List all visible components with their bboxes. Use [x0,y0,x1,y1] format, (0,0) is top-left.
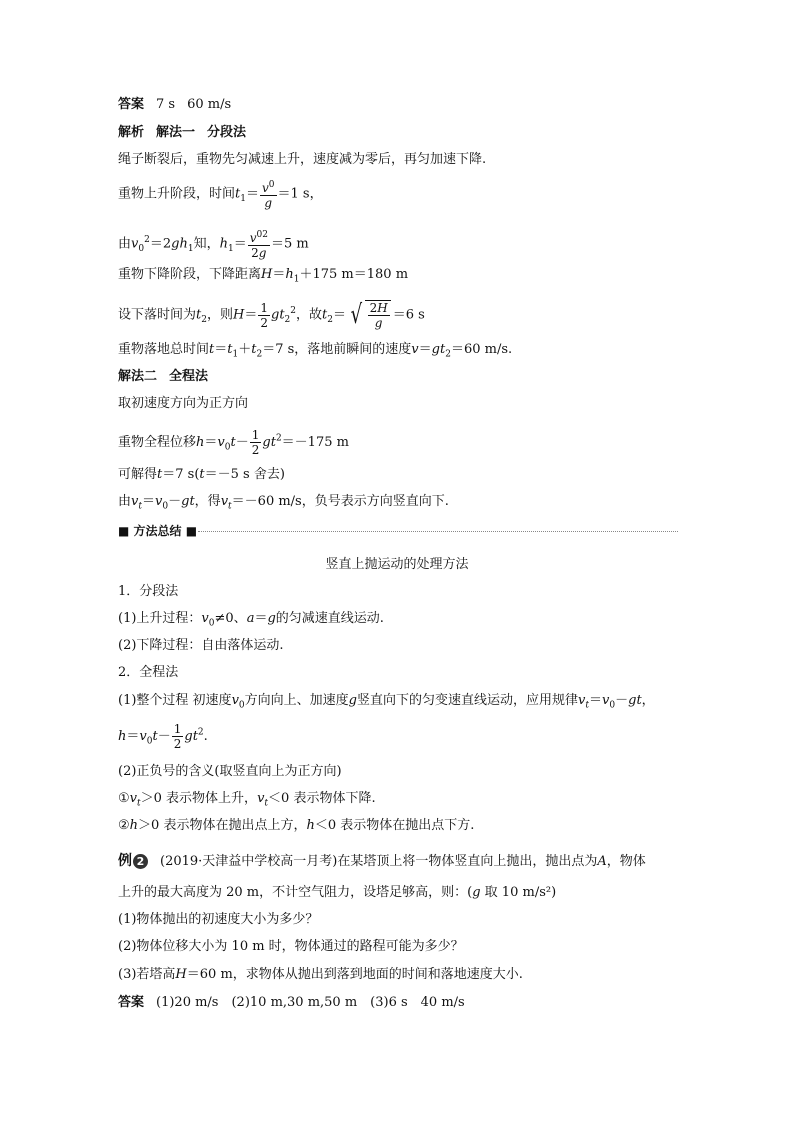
analysis-line-2: 重物上升阶段，时间$t_1=$ $\frac{v^0}{g}$ ＝1 s， [118,180,323,210]
summary-heading-1: 1．分段法 [118,584,179,599]
analysis-line-11: 由$v_t=v_0-gt$，得$v_t=-60$ m/s，负号表示方向竖直向下. [118,494,449,512]
answer-line [118,96,231,114]
divider [198,531,678,532]
summary-heading-2: 2．全程法 [118,665,179,680]
method1-name: 分段法 [207,125,247,140]
example-line-2: 上升的最大高度为 20 m，不计空气阻力，设塔足够高，则：(g 取 10 m/s²) [118,885,557,900]
square-root: √ $\frac{2H}{g}$ [348,300,391,330]
method1-label: 解法一 [156,125,196,140]
example-line-1: 例 2 (2019·天津益中学校高一月考)在某塔顶上将一物体竖直向上抛出，抛出点为A，物体 [118,853,646,869]
fraction: $\frac{1}{2}$ [173,722,182,751]
example-answer [118,994,465,1012]
summary-title: 竖直上抛运动的处理方法 [325,557,469,572]
analysis-line-3: 由$v_0^2=2gh_1$知，$h_1=$ $\frac{v^{02}}{2g}$ ＝5 m [118,230,309,260]
example-answer-label: 答案 [118,995,145,1010]
fraction: $\frac{v^{02}}{2g}$ [249,230,268,260]
method2-label: 解法二 [118,369,158,384]
summary-point-3-formula: $h=v_0t-$ $\frac{1}{2}$ $gt^2$. [118,722,208,751]
example-question-3: (3)若塔高H＝60 m，求物体从抛出到落到地面的时间和落地速度大小. [118,967,523,982]
fraction: $\frac{1}{2}$ [251,428,260,457]
example-question-2: (2)物体位移大小为 10 m 时，物体通过的路程可能为多少？ [118,939,464,954]
method2-header [118,368,208,386]
summary-point-4: (2)正负号的含义(取竖直向上为正方向) [118,764,342,779]
analysis-line-6: 重物落地总时间$t=t_1+t_2=7$ s，落地前瞬间的速度$v=gt_2=60$ m/s. [118,342,513,360]
example-number-badge: 2 [133,854,148,869]
summary-point-6: ②h＞0 表示物体在抛出点上方，h＜0 表示物体在抛出点下方. [118,818,475,833]
analysis-header [118,124,246,142]
analysis-line-8: 取初速度方向为正方向 [118,396,249,411]
method-summary-bar [118,524,678,538]
fraction: $\frac{v^0}{g}$ [262,180,275,210]
summary-point-5: $①v_t>0$ 表示物体上升，$v_t<0$ 表示物体下降. [118,791,376,809]
answer-value-time: 7 s [156,97,176,112]
answer-value-speed: 60 m/s [187,97,232,112]
example-answer-value: (1)20 m/s (2)10 m,30 m,50 m (3)6 s 40 m/s [156,995,465,1010]
answer-label: 答案 [118,97,145,112]
method-summary-label: ■ 方法总结 ■ [118,524,198,538]
fraction: $\frac{1}{2}$ [260,300,268,330]
analysis-line-5: 设下落时间为$t_2$，则H＝ $\frac{1}{2}$ $gt_2^2$，故$t_2=$ √ $\frac{2H}{g}$ ＝6 s [118,300,425,330]
analysis-label: 解析 [118,125,145,140]
analysis-line-4: 重物下降阶段，下降距离$H=h_1+175$ m＝180 m [118,267,409,285]
analysis-line-9: 重物全程位移$h=v_0t-$ $\frac{1}{2}$ $gt^2=-175$ m [118,428,349,457]
analysis-line-10: 可解得t＝7 s(t＝－5 s 舍去) [118,467,285,482]
method2-name: 全程法 [169,369,209,384]
summary-point-2: (2)下降过程：自由落体运动. [118,638,284,653]
analysis-line-1: 绳子断裂后，重物先匀减速上升，速度减为零后，再匀加速下降. [118,152,487,167]
summary-point-3: (1)整个过程 初速度$v_0$方向向上、加速度g竖直向下的匀变速直线运动，应用规律$v_t=v_0-gt$， [118,693,655,711]
example-question-1: (1)物体抛出的初速度大小为多少？ [118,912,319,927]
summary-point-1: (1)上升过程：$v_0\ne 0$、a＝g的匀减速直线运动. [118,611,384,629]
example-label: 例 [118,853,132,869]
